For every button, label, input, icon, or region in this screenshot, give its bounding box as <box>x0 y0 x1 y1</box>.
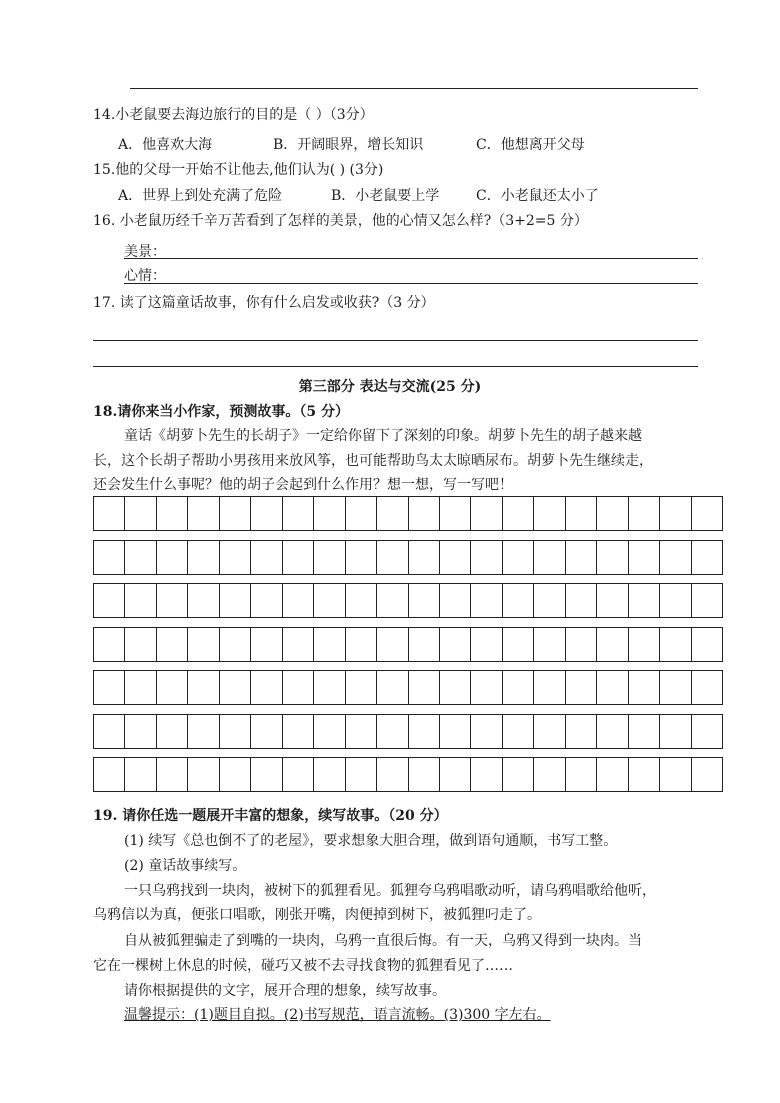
grid-cell[interactable] <box>409 497 440 530</box>
grid-cell[interactable] <box>346 497 377 530</box>
grid-row[interactable] <box>93 670 723 705</box>
grid-cell[interactable] <box>503 628 534 661</box>
grid-cell[interactable] <box>692 671 722 704</box>
grid-cell[interactable] <box>220 671 251 704</box>
grid-cell[interactable] <box>440 671 471 704</box>
grid-cell[interactable] <box>440 497 471 530</box>
grid-cell[interactable] <box>314 758 345 791</box>
question-14-stem: 14.小老鼠要去海边旅行的目的是（ ）（3分） <box>93 107 374 123</box>
question-15-stem: 15.他的父母一开始不让他去,他们认为( ) (3分) <box>93 162 384 178</box>
grid-cell[interactable] <box>314 584 345 617</box>
grid-cell[interactable] <box>283 715 314 748</box>
grid-cell[interactable] <box>409 715 440 748</box>
grid-row[interactable] <box>93 496 723 531</box>
grid-cell[interactable] <box>377 497 408 530</box>
grid-cell[interactable] <box>692 758 722 791</box>
grid-cell[interactable] <box>629 715 660 748</box>
grid-cell[interactable] <box>471 758 502 791</box>
question-19-option-2: (2) 童话故事续写。 <box>124 858 247 874</box>
grid-cell[interactable] <box>597 584 628 617</box>
grid-cell[interactable] <box>377 541 408 574</box>
mood-label: 心情： <box>124 268 166 284</box>
grid-cell[interactable] <box>314 497 345 530</box>
warm-tip: 温馨提示：(1)题目自拟。(2)书写规范，语言流畅。(3)300 字左右。 <box>124 1007 551 1023</box>
grid-cell[interactable] <box>440 584 471 617</box>
grid-cell[interactable] <box>471 541 502 574</box>
question-19-heading: 19. 请你任选一题展开丰富的想象，续写故事。（20 分） <box>93 808 448 824</box>
grid-cell[interactable] <box>692 497 722 530</box>
grid-cell[interactable] <box>660 541 691 574</box>
grid-cell[interactable] <box>566 671 597 704</box>
grid-cell[interactable] <box>283 671 314 704</box>
grid-cell[interactable] <box>566 758 597 791</box>
grid-cell[interactable] <box>534 671 565 704</box>
grid-cell[interactable] <box>220 584 251 617</box>
grid-cell[interactable] <box>377 671 408 704</box>
grid-cell[interactable] <box>346 628 377 661</box>
part-3-title: 第三部分 表达与交流(25 分) <box>298 379 482 395</box>
grid-cell[interactable] <box>157 497 188 530</box>
question-15-option-b: B．小老鼠要上学 <box>331 188 440 204</box>
grid-cell[interactable] <box>440 541 471 574</box>
grid-row[interactable] <box>93 714 723 749</box>
grid-cell[interactable] <box>94 584 125 617</box>
grid-cell[interactable] <box>157 584 188 617</box>
grid-cell[interactable] <box>471 628 502 661</box>
grid-cell[interactable] <box>377 715 408 748</box>
grid-cell[interactable] <box>314 541 345 574</box>
question-14-option-c: C．他想离开父母 <box>476 137 585 153</box>
question-18-heading: 18.请你来当小作家，预测故事。（5 分） <box>93 404 349 420</box>
grid-cell[interactable] <box>157 715 188 748</box>
grid-cell[interactable] <box>94 671 125 704</box>
grid-cell[interactable] <box>251 497 282 530</box>
grid-cell[interactable] <box>440 758 471 791</box>
grid-cell[interactable] <box>188 628 219 661</box>
story-line-4: 它在一棵树上休息的时候，碰巧又被不去寻找食物的狐狸看见了…… <box>93 958 513 974</box>
story-line-5: 请你根据提供的文字，展开合理的想象，续写故事。 <box>124 983 446 999</box>
grid-cell[interactable] <box>283 497 314 530</box>
grid-cell[interactable] <box>220 758 251 791</box>
grid-cell[interactable] <box>251 715 282 748</box>
grid-cell[interactable] <box>220 541 251 574</box>
grid-cell[interactable] <box>597 541 628 574</box>
grid-cell[interactable] <box>94 715 125 748</box>
grid-cell[interactable] <box>157 671 188 704</box>
grid-cell[interactable] <box>692 628 722 661</box>
grid-cell[interactable] <box>314 628 345 661</box>
grid-cell[interactable] <box>220 715 251 748</box>
grid-cell[interactable] <box>597 628 628 661</box>
grid-cell[interactable] <box>188 541 219 574</box>
scenery-answer-line <box>124 258 698 259</box>
grid-cell[interactable] <box>440 715 471 748</box>
grid-cell[interactable] <box>94 497 125 530</box>
grid-cell[interactable] <box>188 758 219 791</box>
grid-cell[interactable] <box>534 758 565 791</box>
grid-cell[interactable] <box>597 671 628 704</box>
grid-cell[interactable] <box>188 715 219 748</box>
grid-cell[interactable] <box>188 584 219 617</box>
story-line-3: 自从被狐狸骗走了到嘴的一块肉，乌鸦一直很后悔。有一天，乌鸦又得到一块肉。当 <box>124 933 642 949</box>
grid-cell[interactable] <box>346 541 377 574</box>
grid-cell[interactable] <box>629 497 660 530</box>
grid-cell[interactable] <box>125 758 156 791</box>
grid-row[interactable] <box>93 627 723 662</box>
grid-cell[interactable] <box>377 758 408 791</box>
grid-cell[interactable] <box>409 584 440 617</box>
grid-cell[interactable] <box>283 628 314 661</box>
grid-cell[interactable] <box>660 715 691 748</box>
grid-cell[interactable] <box>660 628 691 661</box>
grid-row[interactable] <box>93 583 723 618</box>
grid-cell[interactable] <box>251 541 282 574</box>
grid-cell[interactable] <box>566 715 597 748</box>
answer-line-top <box>130 88 698 89</box>
grid-cell[interactable] <box>220 628 251 661</box>
grid-cell[interactable] <box>283 584 314 617</box>
grid-cell[interactable] <box>660 497 691 530</box>
grid-cell[interactable] <box>597 715 628 748</box>
grid-cell[interactable] <box>251 628 282 661</box>
grid-cell[interactable] <box>377 628 408 661</box>
grid-cell[interactable] <box>660 758 691 791</box>
grid-cell[interactable] <box>94 628 125 661</box>
grid-cell[interactable] <box>409 758 440 791</box>
question-16-stem: 16. 小老鼠历经千辛万苦看到了怎样的美景，他的心情又怎么样?（3+2=5 分） <box>93 213 588 229</box>
grid-cell[interactable] <box>283 758 314 791</box>
question-14-option-b: B．开阔眼界，增长知识 <box>273 137 424 153</box>
grid-cell[interactable] <box>188 671 219 704</box>
grid-cell[interactable] <box>503 671 534 704</box>
grid-cell[interactable] <box>503 541 534 574</box>
grid-cell[interactable] <box>94 541 125 574</box>
answer-line-17a <box>93 340 698 341</box>
grid-cell[interactable] <box>440 628 471 661</box>
grid-cell[interactable] <box>125 715 156 748</box>
grid-cell[interactable] <box>503 497 534 530</box>
answer-line-17b <box>93 366 698 367</box>
question-15-option-c: C．小老鼠还太小了 <box>476 188 599 204</box>
grid-cell[interactable] <box>471 671 502 704</box>
question-14-option-a: A．他喜欢大海 <box>118 137 213 153</box>
grid-cell[interactable] <box>566 497 597 530</box>
grid-cell[interactable] <box>125 628 156 661</box>
grid-cell[interactable] <box>503 715 534 748</box>
grid-cell[interactable] <box>157 758 188 791</box>
grid-cell[interactable] <box>629 541 660 574</box>
grid-cell[interactable] <box>471 497 502 530</box>
grid-cell[interactable] <box>566 628 597 661</box>
grid-cell[interactable] <box>597 758 628 791</box>
grid-cell[interactable] <box>660 584 691 617</box>
grid-cell[interactable] <box>534 541 565 574</box>
grid-cell[interactable] <box>534 628 565 661</box>
grid-row[interactable] <box>93 540 723 575</box>
grid-cell[interactable] <box>471 715 502 748</box>
grid-row[interactable] <box>93 757 723 792</box>
grid-cell[interactable] <box>125 541 156 574</box>
grid-cell[interactable] <box>629 628 660 661</box>
grid-cell[interactable] <box>125 584 156 617</box>
grid-cell[interactable] <box>283 541 314 574</box>
grid-cell[interactable] <box>157 628 188 661</box>
grid-cell[interactable] <box>629 758 660 791</box>
grid-cell[interactable] <box>409 541 440 574</box>
grid-cell[interactable] <box>629 671 660 704</box>
grid-cell[interactable] <box>94 758 125 791</box>
question-18-line-3: 还会发生什么事呢？他的胡子会起到什么作用？想一想，写一写吧！ <box>93 477 513 493</box>
grid-cell[interactable] <box>692 715 722 748</box>
grid-cell[interactable] <box>471 584 502 617</box>
grid-cell[interactable] <box>503 584 534 617</box>
grid-cell[interactable] <box>566 541 597 574</box>
grid-cell[interactable] <box>314 671 345 704</box>
grid-cell[interactable] <box>629 584 660 617</box>
grid-cell[interactable] <box>597 497 628 530</box>
question-19-option-1: (1) 续写《总也倒不了的老屋》，要求想象大胆合理，做到语句通顺，书写工整。 <box>124 833 618 849</box>
grid-cell[interactable] <box>409 671 440 704</box>
grid-cell[interactable] <box>314 715 345 748</box>
grid-cell[interactable] <box>566 584 597 617</box>
grid-cell[interactable] <box>534 715 565 748</box>
grid-cell[interactable] <box>220 497 251 530</box>
question-17-stem: 17. 读了这篇童话故事，你有什么启发或收获?（3 分） <box>93 295 435 311</box>
mood-answer-line <box>124 283 698 284</box>
grid-cell[interactable] <box>346 758 377 791</box>
grid-cell[interactable] <box>377 584 408 617</box>
grid-cell[interactable] <box>188 497 219 530</box>
story-line-1: 一只乌鸦找到一块肉，被树下的狐狸看见。狐狸夸乌鸦唱歌动听，请乌鸦唱歌给他听， <box>124 883 656 899</box>
grid-cell[interactable] <box>157 541 188 574</box>
grid-cell[interactable] <box>346 584 377 617</box>
grid-cell[interactable] <box>346 671 377 704</box>
grid-cell[interactable] <box>534 497 565 530</box>
grid-cell[interactable] <box>251 671 282 704</box>
grid-cell[interactable] <box>534 584 565 617</box>
grid-cell[interactable] <box>692 541 722 574</box>
scenery-label: 美景： <box>124 244 166 260</box>
question-18-line-2: 长，这个长胡子帮助小男孩用来放风筝，也可能帮助鸟太太晾晒尿布。胡萝卜先生继续走， <box>93 453 653 469</box>
question-18-line-1: 童话《胡萝卜先生的长胡子》一定给你留下了深刻的印象。胡萝卜先生的胡子越来越 <box>124 428 642 444</box>
grid-cell[interactable] <box>409 628 440 661</box>
question-15-option-a: A．世界上到处充满了危险 <box>118 188 283 204</box>
grid-cell[interactable] <box>660 671 691 704</box>
grid-cell[interactable] <box>503 758 534 791</box>
grid-cell[interactable] <box>251 584 282 617</box>
story-line-2: 乌鸦信以为真，便张口唱歌，刚张开嘴，肉便掉到树下，被狐狸叼走了。 <box>93 907 541 923</box>
grid-cell[interactable] <box>125 497 156 530</box>
grid-cell[interactable] <box>346 715 377 748</box>
grid-cell[interactable] <box>125 671 156 704</box>
grid-cell[interactable] <box>251 758 282 791</box>
grid-cell[interactable] <box>692 584 722 617</box>
